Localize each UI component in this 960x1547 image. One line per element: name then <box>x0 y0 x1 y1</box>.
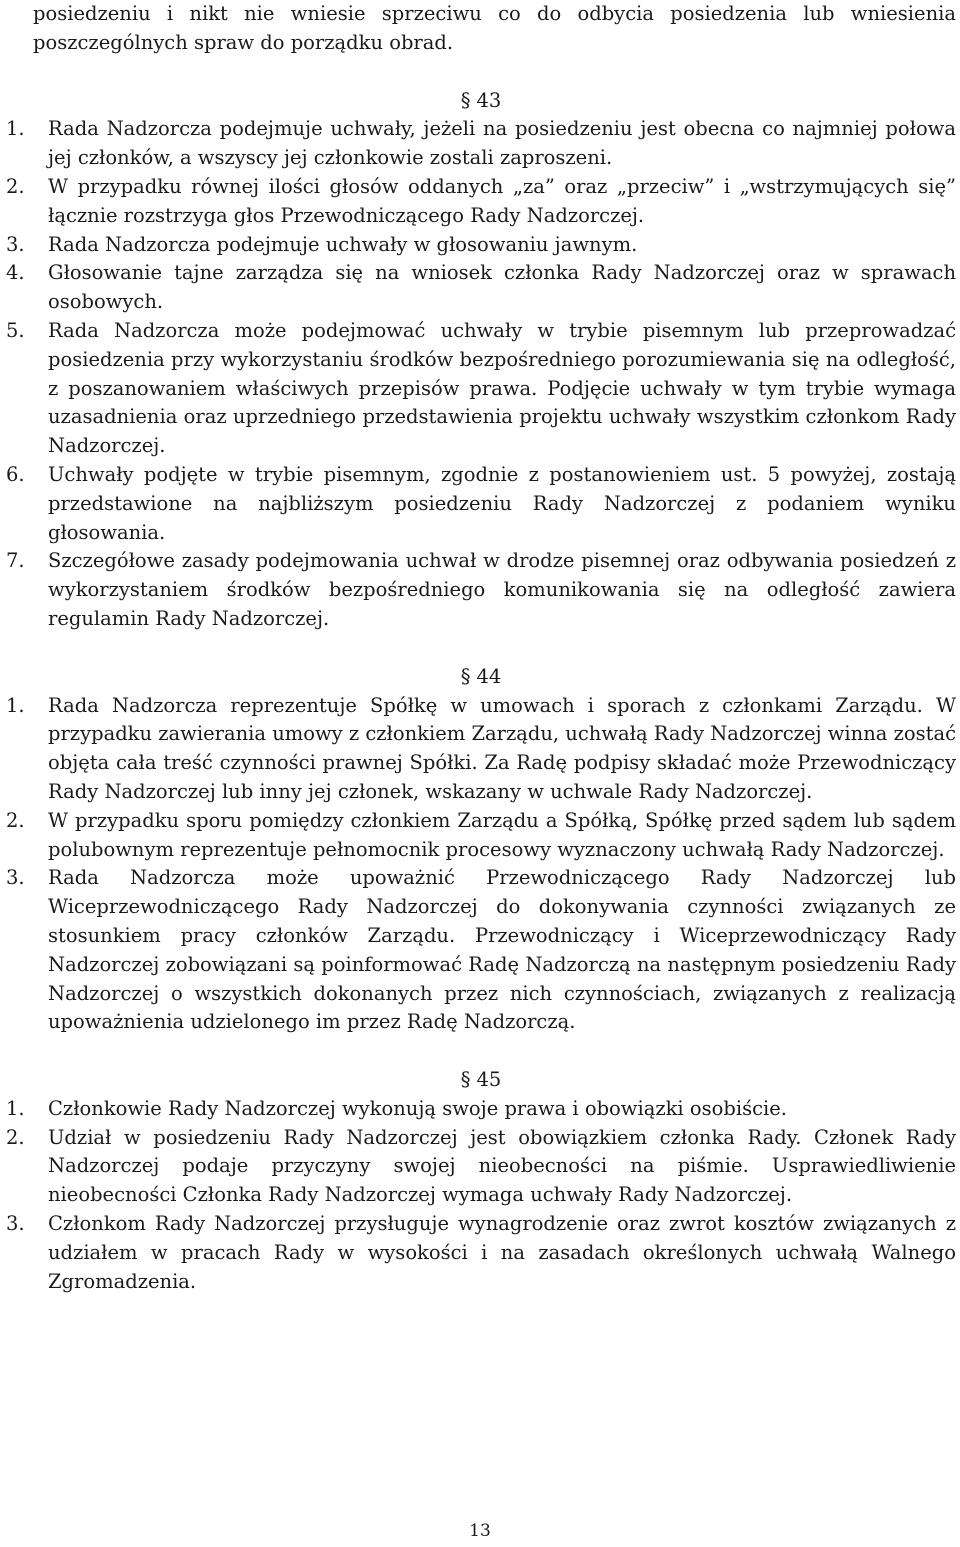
item-text: Członkowie Rady Nadzorczej wykonują swoje prawa i obowiązki osobiście. <box>48 1096 787 1120</box>
item-text: Rada Nadzorcza może upoważnić Przewodniczącego Rady Nadzorczej lub Wiceprzewodniczącego Rady Nadzorczej do dokonywania czynności związanych ze stosunkiem pracy członków Zarządu. Przewodniczący i Wiceprzewodniczący Rady Nadzorczej zobowiązani są poinformować Radę Nadzorczą na następnym posiedzeniu Rady Nadzorczej o wszystkich dokonanych przez nich czynnościach, związanych z realizacją upoważnienia udzielonego im przez Radę Nadzorczą. <box>48 866 956 1034</box>
list-item <box>6 317 956 461</box>
section-45-list <box>6 1095 956 1297</box>
document-body <box>6 0 956 1296</box>
item-number: 3. <box>6 866 25 890</box>
section-heading-43 <box>6 87 956 116</box>
item-number: 7. <box>6 549 25 573</box>
item-text: Członkom Rady Nadzorczej przysługuje wynagrodzenie oraz zwrot kosztów związanych z udziałem w pracach Rady w wysokości i na zasadach określonych uchwałą Walnego Zgromadzenia. <box>48 1212 956 1293</box>
section-number: 45 <box>476 1068 502 1092</box>
item-number: 3. <box>6 232 25 256</box>
item-number: 4. <box>6 261 25 285</box>
section-number: 43 <box>476 88 502 112</box>
item-text: Szczegółowe zasady podejmowania uchwał w drodze pisemnej oraz odbywania posiedzeń z wykorzystaniem środków bezpośredniego komunikowania się na odległość zawiera regulamin Rady Nadzorczej. <box>48 549 956 630</box>
item-text: Rada Nadzorcza reprezentuje Spółkę w umowach i sporach z członkami Zarządu. W przypadku zawierania umowy z członkiem Zarządu, uchwałą Rady Nadzorczej winna zostać objęta cała treść czynności prawnej Spółki. Za Radę podpisy składać może Przewodniczący Rady Nadzorczej lub inny jej członek, wskazany w uchwale Rady Nadzorczej. <box>48 693 957 803</box>
list-item <box>6 864 956 1037</box>
list-item <box>6 115 956 173</box>
list-item <box>6 547 956 633</box>
item-text: Rada Nadzorcza podejmuje uchwały, jeżeli na posiedzeniu jest obecna co najmniej połowa jej członków, a wszyscy jej członkowie zostali zaproszeni. <box>48 117 956 170</box>
list-item <box>6 231 956 260</box>
section-43-list <box>6 115 956 633</box>
section-number: 44 <box>476 664 502 688</box>
list-item <box>6 461 956 547</box>
list-item <box>6 1210 956 1296</box>
section-symbol: § <box>460 88 471 112</box>
item-text: W przypadku sporu pomiędzy członkiem Zarządu a Spółką, Spółkę przed sądem lub sądem polubownym reprezentuje pełnomocnik procesowy wyznaczony uchwałą Rady Nadzorczej. <box>48 808 956 861</box>
section-44-list <box>6 692 956 1038</box>
item-number: 2. <box>6 808 25 832</box>
item-number: 2. <box>6 1125 25 1149</box>
item-text: Głosowanie tajne zarządza się na wniosek członka Rady Nadzorczej oraz w sprawach osobowych. <box>48 261 956 314</box>
section-heading-44 <box>6 663 956 692</box>
list-item <box>6 807 956 865</box>
item-number: 1. <box>6 1096 25 1120</box>
item-text: Uchwały podjęte w trybie pisemnym, zgodnie z postanowieniem ust. 5 powyżej, zostają przedstawione na najbliższym posiedzeniu Rady Nadzorczej z podaniem wyniku głosowania. <box>48 462 956 544</box>
page-number: 13 <box>469 1521 491 1541</box>
list-item <box>6 259 956 317</box>
item-number: 1. <box>6 117 25 141</box>
item-number: 3. <box>6 1212 25 1236</box>
section-symbol: § <box>460 664 471 688</box>
list-item <box>6 1124 956 1210</box>
item-text: W przypadku równej ilości głosów oddanych „za” oraz „przeciw” i „wstrzymujących się” łącznie rozstrzyga głos Przewodniczącego Rady Nadzorczej. <box>48 174 956 227</box>
item-text: Rada Nadzorcza podejmuje uchwały w głosowaniu jawnym. <box>48 232 638 256</box>
item-text: Udział w posiedzeniu Rady Nadzorczej jest obowiązkiem członka Rady. Członek Rady Nadzorczej podaje przyczyny swojej nieobecności na piśmie. Usprawiedliwienie nieobecności Członka Rady Nadzorczej wymaga uchwały Rady Nadzorczej. <box>48 1125 956 1207</box>
item-text: Rada Nadzorcza może podejmować uchwały w trybie pisemnym lub przeprowadzać posiedzenia przy wykorzystaniu środków bezpośredniego porozumiewania się na odległość, z poszanowaniem właściwych przepisów prawa. Podjęcie uchwały w tym trybie wymaga uzasadnienia oraz uprzedniego przedstawienia projektu uchwały wszystkim członkom Rady Nadzorczej. <box>48 318 956 458</box>
item-number: 2. <box>6 174 25 198</box>
item-number: 5. <box>6 318 25 342</box>
list-item <box>6 173 956 231</box>
item-number: 6. <box>6 462 25 486</box>
section-symbol: § <box>460 1068 471 1092</box>
list-item <box>6 1095 956 1124</box>
section-heading-45 <box>6 1066 956 1095</box>
list-item <box>6 692 956 807</box>
item-number: 1. <box>6 693 25 717</box>
continuation-paragraph: posiedzeniu i nikt nie wniesie sprzeciwu co do odbycia posiedzenia lub wniesienia poszczególnych spraw do porządku obrad. <box>33 2 956 54</box>
